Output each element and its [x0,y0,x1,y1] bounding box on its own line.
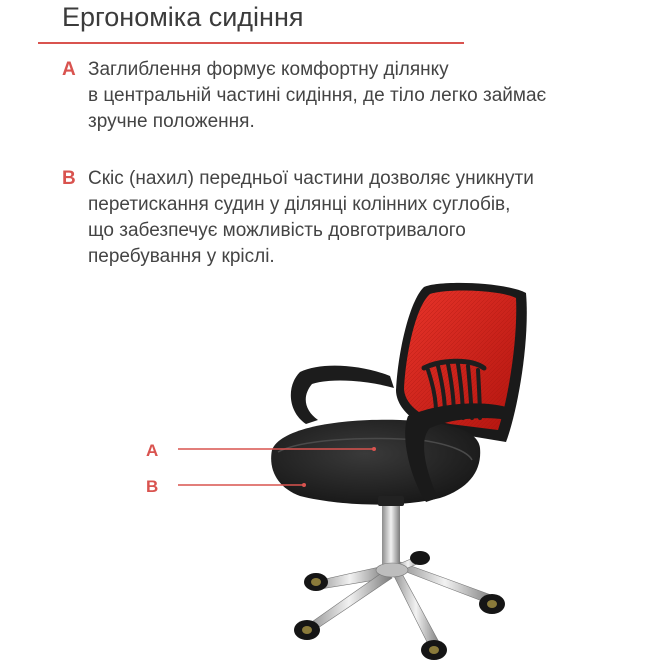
armrest-left [291,366,394,424]
gas-lift [382,500,400,570]
page-title: Ергономіка сидіння [62,2,304,32]
chair-base [306,556,494,648]
feature-letter-a: A [62,59,76,80]
callout-letter-a: A [146,441,159,460]
callout-letter-b: B [146,477,159,496]
feature-text-a: Заглиблення формує комфортну ділянку в центральній частині сидіння, де тіло легко займає зручне положення. [88,59,547,132]
feature-letter-b: B [62,168,76,189]
seat-cushion [271,420,480,505]
feature-text-b: Скіс (нахил) передньої частини дозволяє уникнути перетискання судин у ділянці колінних суглобів, що забезпечує можливість довготривалого перебування у кріслі. [88,168,534,267]
